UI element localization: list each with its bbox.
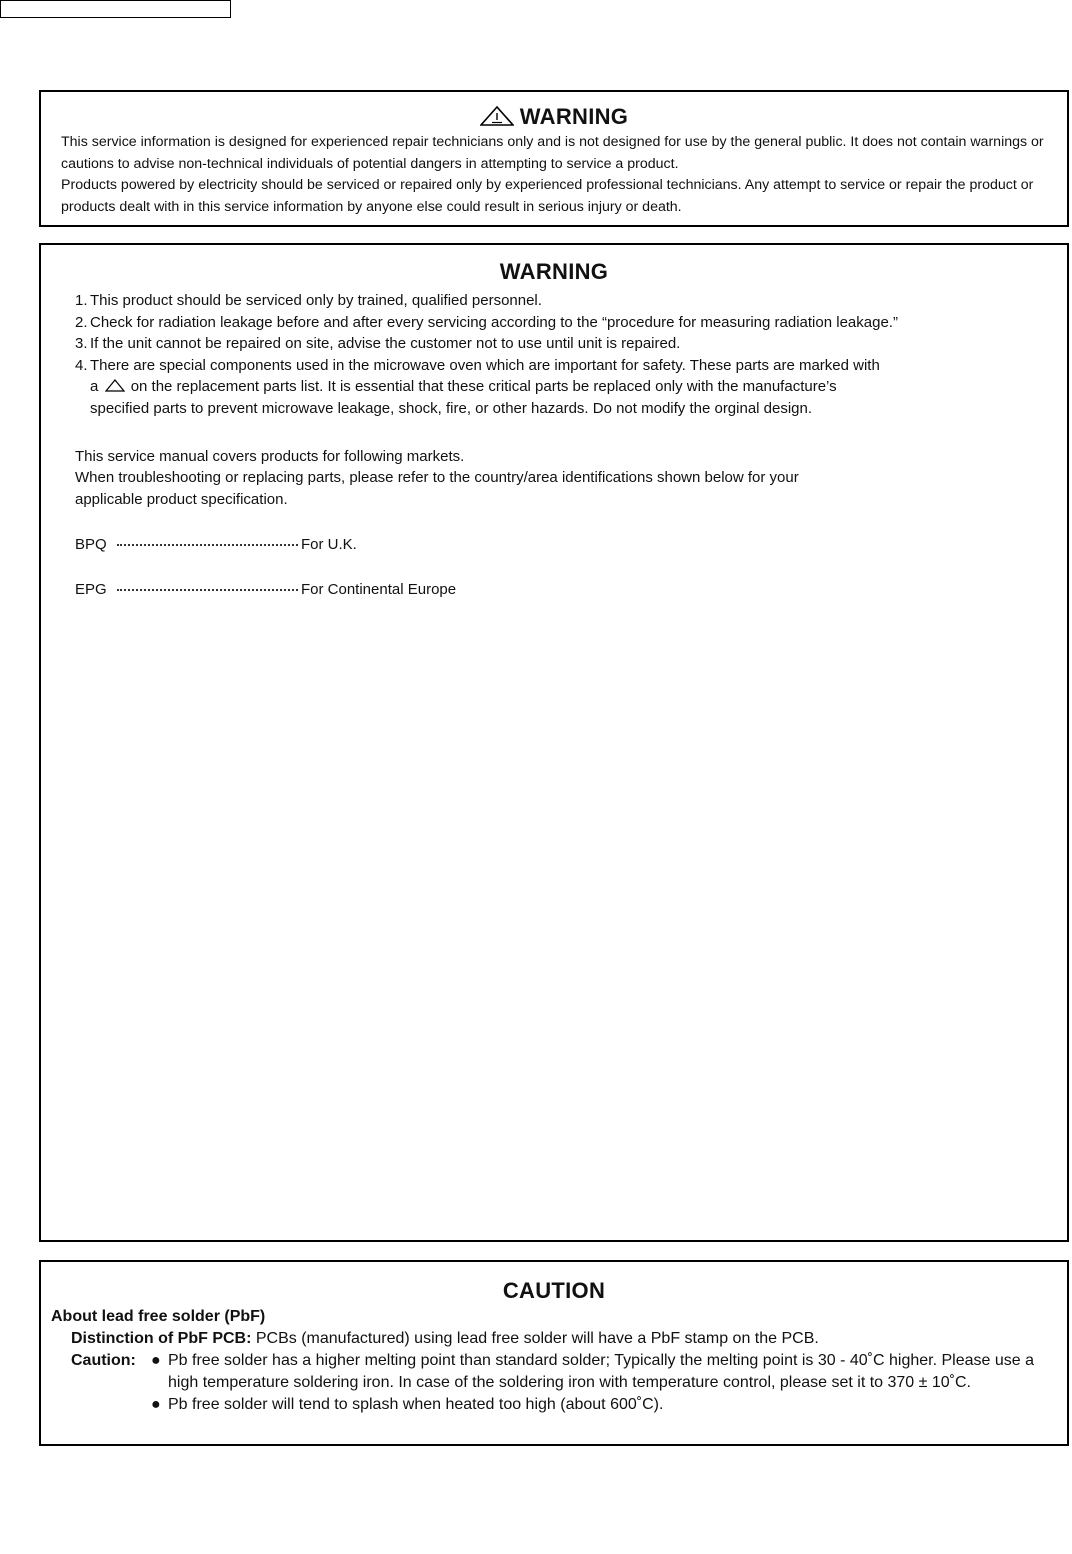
list-item: 2. Check for radiation leakage before and after every servicing according to the “procedure for measuring radiation leakage.” bbox=[75, 313, 898, 331]
warning-list bbox=[75, 290, 1049, 420]
list-item-continuation: specified parts to prevent microwave leakage, shock, fire, or other hazards. Do not modify the orginal design. bbox=[90, 399, 813, 417]
warning-triangle-icon bbox=[105, 379, 125, 392]
bullet-icon: ● bbox=[151, 1352, 161, 1369]
caution-subtitle: About lead free solder (PbF) bbox=[51, 1308, 266, 1325]
warning-heading: WARNING bbox=[41, 104, 1067, 130]
warning-paragraph: This service information is designed for experienced repair technicians only and is not designed for use by the general public. It does not contain warnings or cautions to advise non-technical individuals of potential dangers in attempting to service a product. bbox=[61, 134, 1044, 172]
warning-paragraph: Products powered by electricity should be serviced or repaired only by experienced professional technicians. Any attempt to service or repair the product or products dealt with in this service information by anyone else could result in serious injury or death. bbox=[61, 177, 1034, 215]
warning-triangle-icon bbox=[480, 106, 514, 126]
market-notes: This service manual covers products for following markets. When troubleshooting or replacing parts, please refer to the country/area identifications shown below for your applicable product specification. bbox=[75, 447, 799, 508]
caution-heading: CAUTION bbox=[502, 1278, 606, 1303]
dot-leader bbox=[117, 589, 298, 591]
list-item-continuation: a on the replacement parts list. It is essential that these critical parts be replaced only with the manufacture’s bbox=[90, 378, 837, 396]
warning-service-box bbox=[39, 243, 1069, 1242]
list-item: 3. If the unit cannot be repaired on site, advise the customer not to use until unit is repaired. bbox=[75, 335, 681, 353]
header-blank-box bbox=[0, 0, 231, 18]
list-item: 1. This product should be serviced only by trained, qualified personnel. bbox=[75, 292, 542, 309]
warning-heading: WARNING bbox=[499, 259, 609, 284]
caution-point: ● Pb free solder will tend to splash when heated too high (about 600˚C). bbox=[41, 1394, 1067, 1416]
market-row: BPQ For U.K. bbox=[75, 536, 357, 553]
market-row: EPG For Continental Europe bbox=[75, 581, 457, 598]
warning-general-box bbox=[39, 90, 1069, 227]
list-item: 4. There are special components used in the microwave oven which are important for safety. These parts are marked with bbox=[75, 356, 880, 374]
bullet-icon: ● bbox=[151, 1396, 161, 1413]
caution-point: Caution: ● Pb free solder has a higher melting point than standard solder; Typically the melting point is 30 - 40˚C higher. Please use a high temperature soldering iron. In case of the soldering iron with temperature control, please set it to 370 ± 10˚C. bbox=[41, 1350, 1067, 1394]
distinction-row: Distinction of PbF PCB: PCBs (manufactured) using lead free solder will have a PbF stamp on the PCB. bbox=[71, 1330, 819, 1347]
caution-box bbox=[39, 1260, 1069, 1446]
dot-leader bbox=[117, 544, 298, 546]
